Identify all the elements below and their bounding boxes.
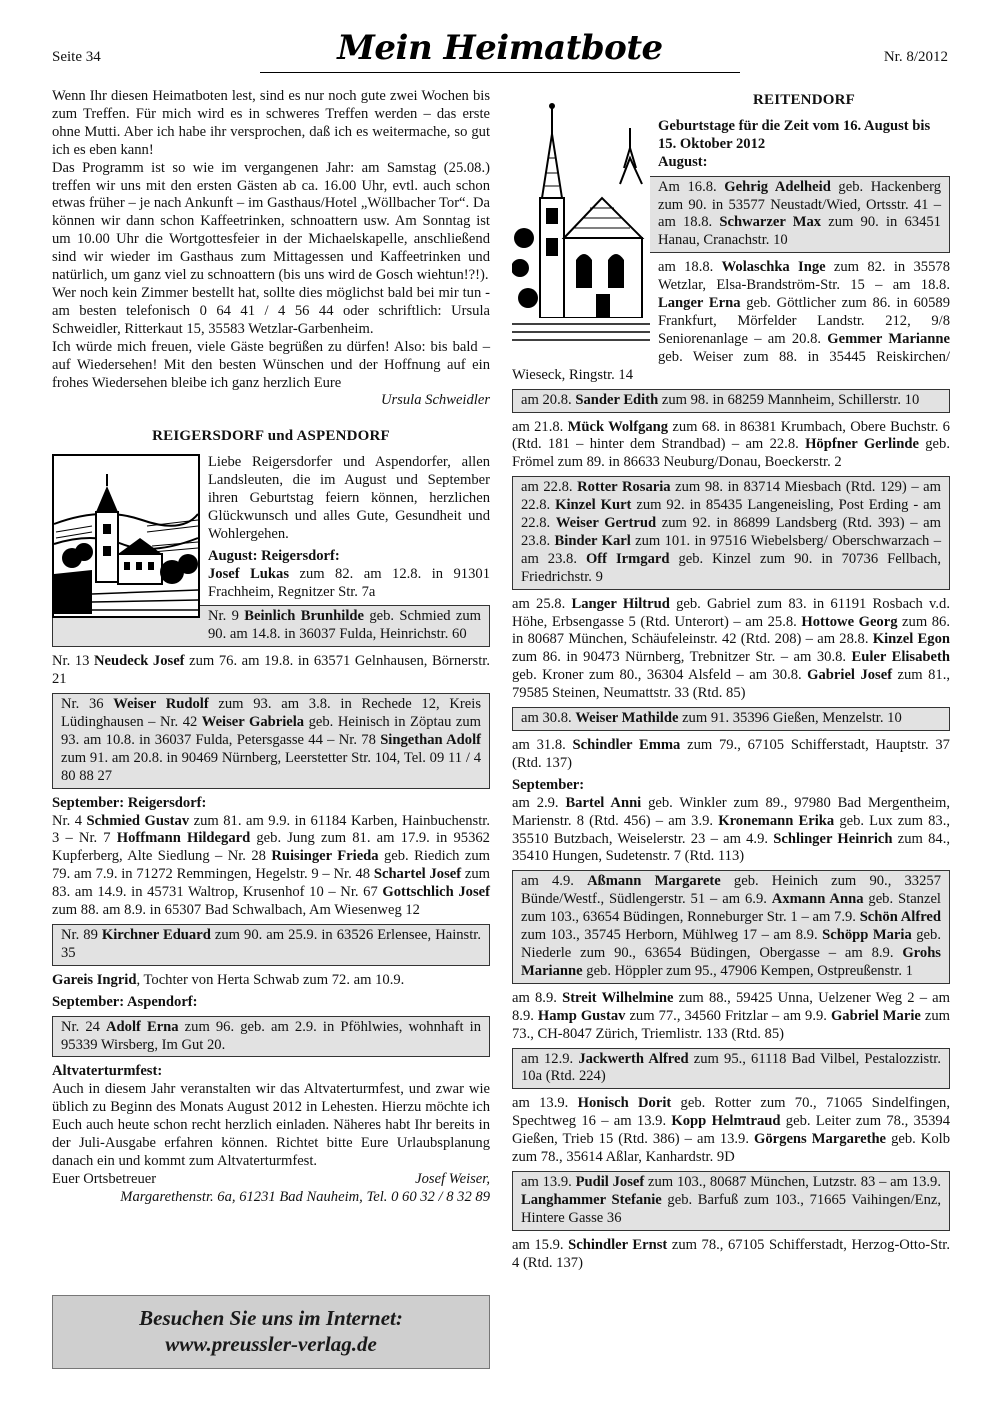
person-name: Mück Wolfgang	[567, 418, 669, 435]
person-name: Euler Elisabeth	[851, 649, 950, 666]
person-name: Aßmann Margarete	[587, 873, 721, 890]
person-name: Ruisinger Frieda	[271, 848, 379, 865]
person-name: Streit Wilhelmine	[562, 989, 674, 1006]
left-column	[52, 88, 490, 1207]
person-name: Schindler Emma	[572, 737, 681, 753]
person-name: Weiser Rudolf	[113, 696, 209, 713]
highlight-box-r2: am 20.8. Sander Edith zum 98. in 68259 Mannheim, Schillerstr. 10	[512, 389, 950, 413]
person-name: Rotter Rosaria	[577, 479, 671, 496]
highlight-box-r5: am 4.9. Aßmann Margarete geb. Heinich zum 90., 33257 Bünde/Westf., Südlengerstr. 51 – am 6.9. Axmann Anna geb. Stanzel zum 103., 63654 Büdingen, Ronneburger Str. 1 – am 7.9. Schön Alfred zum 103., 35745 Herborn, Mühlweg 17 – am 8.9. Schöpp Maria geb. Niederle zum 90., 63654 Büdingen, Obergasse – am 8.9. Grohs Marianne geb. Höppler zum 95., 47906 Kempen, Ostpreußenstr. 1	[512, 870, 950, 983]
person-name: Josef Lukas	[208, 565, 290, 582]
entries-september-3: am 13.9. Honisch Dorit geb. Rotter zum 70., 71065 Sindelfingen, Spechtweg 16 – am 13.9. Kopp Helmtraud geb. Leiter zum 78., 35394 Gießen, Trieb 15 (Rtd. 386) – am 13.9. Görgens Margarethe geb. Kolb zum 78., 35614 Aßlar, Kanhardstr. 9D	[512, 1095, 951, 1166]
person-name: Weiser Gertrud	[555, 515, 657, 532]
person-name: Schwarzer Max	[719, 214, 822, 231]
person-name: Görgens Margarethe	[754, 1131, 887, 1148]
person-name: Grohs Marianne	[521, 944, 941, 979]
entries-august-4: am 31.8. Schindler Emma zum 79., 67105 Schifferstadt, Hauptstr. 37 (Rtd. 137)	[512, 737, 950, 771]
person-name: Pudil Josef	[575, 1173, 645, 1190]
person-name: Kinzel Egon	[872, 631, 950, 648]
person-name: Neudeck Josef	[94, 653, 185, 670]
entries-august-1: am 18.8. Wolaschka Inge zum 82. in 35578 Wetzlar, Elsa-Brandström-Str. 15 – am 18.8. Langer Erna geb. Göttlicher zum 86. in 60589 Frankfurt, Mörfelder Landstr. 212, 9/8 Seniorenanlage – am 20.8. Gemmer Marianne geb. Weiser zum 88. in 35445 Reiskirchen/ Wieseck, Ringstr. 14	[512, 259, 950, 383]
september-reigersdorf-label: September: Reigersdorf:	[52, 794, 207, 811]
person-name: Sander Edith	[575, 391, 659, 408]
letter-paragraph-4: Ich würde mich freuen, viele Gäste begrüßen zu dürfen! Also: bis bald – auf Wiedersehen! Mit den besten Wünschen und der Hoffnung auf ein frohes Wiedersehen bleibe ich ganz herzlich Eure	[52, 338, 490, 391]
website-banner	[52, 1295, 490, 1369]
person-name: Off Irmgard	[585, 550, 670, 567]
ortsbetreuer-line	[52, 1171, 490, 1189]
person-name: Langer Hiltrud	[571, 595, 670, 612]
section-title-reitendorf: REITENDORF	[752, 92, 855, 108]
ortsbetreuer-name: Josef Weiser,	[415, 1170, 490, 1187]
person-name: Schartel Josef	[373, 866, 462, 883]
village-illustration-image	[52, 454, 200, 618]
greeting-paragraph: Liebe Reigersdorfer und Aspendorfer, allen Landsleuten, die im August und September ihren Geburtstag feiern können, herzlichen Glückwunsch und alles Gute, Gesundheit und Wohlergehen.	[208, 454, 490, 542]
person-name: Langer Erna	[658, 295, 741, 312]
highlight-box-r6: am 12.9. Jackwerth Alfred zum 95., 61118 Bad Vilbel, Pestalozzistr. 10a (Rtd. 224)	[512, 1048, 950, 1090]
person-name: Kopp Helmtraud	[671, 1113, 781, 1130]
person-name: Langhammer Stefanie	[521, 1191, 662, 1208]
person-name: Kinzel Kurt	[555, 497, 632, 514]
banner-website-link[interactable]: www.preussler-verlag.de	[165, 1332, 377, 1356]
entries-september-1: am 2.9. Bartel Anni geb. Winkler zum 89., 97980 Bad Mergentheim, Marienstr. 8 (Rtd. 456) – am 3.9. Kronemann Erika geb. Lux zum 83., 35510 Butzbach, Weiselerstr. 23 – am 4.9. Schlinger Heinrich zum 84., 35410 Hungen, Sudetenstr. 7 (Rtd. 113)	[512, 794, 950, 865]
person-name: Gehrig Adelheid	[724, 178, 831, 195]
september-label: September:	[512, 776, 585, 793]
person-name: Wolaschka Inge	[721, 259, 826, 276]
ortsbetreuer-address: Margarethenstr. 6a, 61231 Bad Nauheim, Tel. 0 60 32 / 8 32 89	[120, 1188, 490, 1205]
church-illustration-image	[512, 88, 650, 346]
issue-number: Nr. 8/2012	[883, 49, 948, 65]
highlight-box-r3: am 22.8. Rotter Rosaria zum 98. in 83714 Miesbach (Rtd. 129) – am 22.8. Kinzel Kurt zum 92. in 85435 Langeneisling, Post Erding - am 22.8. Weiser Gertrud zum 92. in 86899 Landsberg (Rtd. 393) – am 23.8. Binder Karl zum 101. in 97516 Wiebelsberg/ Oberschwarzach – am 23.8. Off Irmgard geb. Kinzel zum 90. in 70736 Fellbach, Friedrichstr. 9	[512, 476, 950, 589]
entries-september-reigersdorf: Nr. 4 Schmied Gustav zum 81. am 9.9. in 61184 Karben, Hainbuchenstr. 3 – Nr. 7 Hoffmann Hildegard geb. Jung zum 81. am 17.9. in 95362 Kupferberg, Alte Siedlung – Nr. 28 Ruisinger Frieda geb. Riedich zum 79. am 7.9. in 71272 Remmingen, Hegelstr. 9 – Nr. 48 Schartel Josef zum 83. am 14.9. in 45731 Waltrop, Krusenhof 10 – Nr. 67 Gottschlich Josef zum 88. am 8.9. in 65307 Bad Schwalbach, Am Wiesenweg 12	[52, 812, 490, 919]
person-name: Schön Alfred	[859, 909, 942, 926]
entries-august-2: am 21.8. Mück Wolfgang zum 68. in 86381 Krumbach, Obere Buchstr. 6 (Rtd. 181 – hinter dem Strandbad) – am 22.8. Höpfner Gerlinde geb. Frömel zum 89. in 86633 Neuburg/Donau, Boeckerstr. 2	[512, 418, 950, 471]
person-name: Gareis Ingrid	[52, 971, 137, 988]
person-name: Adolf Erna	[106, 1018, 179, 1035]
highlight-box-r4: am 30.8. Weiser Mathilde zum 91. 35396 Gießen, Menzelstr. 10	[512, 707, 950, 731]
reitendorf-church-illustration	[512, 88, 650, 352]
person-name: Gemmer Marianne	[827, 330, 950, 347]
person-name: Gabriel Josef	[807, 667, 893, 684]
masthead-rule	[260, 72, 740, 73]
person-name: Kronemann Erika	[718, 812, 835, 829]
highlight-box-1: Nr. 9 Beinlich Brunhilde geb. Schmied zum 90. am 14.8. in 36037 Fulda, Heinrichstr. 60	[52, 605, 490, 647]
letter-paragraph-2: Das Programm ist so wie im vergangenen Jahr: am Samstag (25.08.) treffen wir uns mit den ersten Gästen ab ca. 16.00 Uhr, evtl. auch schon etwas früher – je nach Ankunft – im Gasthaus/Hotel „Wöllbacher Tor“. Da können wir dann schon Kaffeetrinken, schnoattern usw. Am Sonntag ist um 10.00 Uhr die Wortgottesfeier in der Michaelskapelle, anschließend sind wir wieder im Gasthaus zum Mittagessen und Kaffeetrinken und natürlich, um ganz viel zu schnoattern (bis uns wird de Gosch wiehtun!?!).	[52, 159, 490, 284]
person-name: Höpfner Gerlinde	[805, 436, 919, 453]
highlight-box-r7: am 13.9. Pudil Josef zum 103., 80687 München, Lutzstr. 83 – am 13.9. Langhammer Stefanie geb. Barfuß zum 103., 71665 Vaihingen/Enz, Hintere Gasse 36	[512, 1171, 950, 1231]
village-church-illustration	[52, 454, 200, 624]
person-name: Binder Karl	[554, 532, 631, 549]
august-reigersdorf-label: August: Reigersdorf:	[208, 547, 340, 564]
person-name: Jackwerth Alfred	[578, 1050, 689, 1067]
person-name: Schmied Gustav	[86, 812, 190, 829]
right-column	[512, 88, 950, 1272]
section-title-reigersdorf: REIGERSDORF und ASPENDORF	[152, 428, 390, 445]
altvaterturmfest-label: Altvaterturmfest:	[52, 1063, 163, 1080]
highlight-box-r1: Am 16.8. Gehrig Adelheid geb. Hackenberg zum 90. in 53577 Neustadt/Wied, Ortsstr. 41 – am 18.8. Schwarzer Max zum 90. in 63451 Hanau, Cranachstr. 10	[512, 176, 950, 254]
entries-august-3: am 25.8. Langer Hiltrud geb. Gabriel zum 83. in 61191 Rosbach v.d. Höhe, Erbsengasse 5 (Rtd. Unterort) – am 25.8. Hottowe Georg zum 86. in 80687 München, Schäufeleinstr. 42 (Rtd. 208) – am 28.8. Kinzel Egon zum 86. in 90473 Nürnberg, Trebnitzer Str. – am 30.8. Euler Elisabeth geb. Kroner zum 80., 36304 Alsfeld – am 30.8. Gabriel Josef zum 81., 79585 Steinen, Neumattstr. 33 (Rtd. 85)	[512, 595, 950, 702]
person-name: Weiser Mathilde	[575, 710, 679, 727]
person-name: Honisch Dorit	[577, 1095, 672, 1112]
masthead-title: Mein Heimatbote	[337, 28, 663, 68]
person-name: Gabriel Marie	[830, 1007, 921, 1024]
banner-line-1: Besuchen Sie uns im Internet:	[139, 1306, 403, 1330]
person-name: Hamp Gustav	[537, 1007, 626, 1024]
letter-signature: Ursula Schweidler	[380, 392, 490, 409]
highlight-box-2: Nr. 36 Weiser Rudolf zum 93. am 3.8. in Rechede 12, Kreis Lüdinghausen – Nr. 42 Weiser Gabriela geb. Heinisch in Zöptau zum 93. am 10.8. in 36037 Fulda, Petersgasse 44 – Nr. 78 Singethan Adolf zum 91. am 20.8. in 90469 Nürnberg, Leerstetter Str. 104, Tel. 09 11 / 4 80 88 27	[52, 693, 490, 789]
highlight-box-3: Nr. 89 Kirchner Eduard zum 90. am 25.9. in 63526 Erlensee, Hainstr. 35	[52, 924, 490, 966]
altvaterturmfest-text: Auch in diesem Jahr veranstalten wir das Altvaterturmfest, und zwar wie üblich zu Beginn des Monats August 2012 in Lehesten. Hierzu möchte ich Euch auch heute schon recht herzlich einladen. Näheres habt Ihr bereits in der Juli-Ausgabe erfahren können. Richtet bitte Eure Urlaubsplanung danach ein und kommt zum Altvaterturmfest.	[52, 1081, 490, 1169]
entries-september-2: am 8.9. Streit Wilhelmine zum 88., 59425 Unna, Uelzener Weg 2 – am 8.9. Hamp Gustav zum 77., 34560 Fritzlar – am 9.9. Gabriel Marie zum 73., CH-8047 Zürich, Triemlistr. 133 (Rtd. 85)	[512, 989, 951, 1042]
entry-gareis: Gareis Ingrid, Tochter von Herta Schwab zum 72. am 10.9.	[52, 971, 405, 988]
person-name: Axmann Anna	[771, 891, 864, 908]
entry-details: zum 82. am 12.8. in 91301 Frachheim, Regnitzer Str. 7a	[208, 565, 490, 600]
letter-paragraph-3: Wer noch kein Zimmer bestellt hat, sollte dies möglichst bald bei mir tun - am besten telefonisch 0 64 41 / 4 56 44 oder schriftlich: Ursula Schweidler, Ritterkaut 15, 35583 Wetzlar-Garbenheim.	[52, 284, 490, 337]
person-name: Singethan Adolf	[380, 731, 481, 748]
september-aspendorf-label: September: Aspendorf:	[52, 993, 198, 1010]
reitendorf-intro: Geburtstage für die Zeit vom 16. August bis 15. Oktober 2012	[658, 117, 931, 152]
highlight-box-4: Nr. 24 Adolf Erna zum 96. geb. am 2.9. in Pföhlwies, wohnhaft in 95339 Wirsberg, Im Gut 20.	[52, 1016, 490, 1058]
person-name: Schöpp Maria	[822, 927, 912, 944]
person-name: Schlinger Heinrich	[773, 830, 893, 847]
person-name: Hottowe Georg	[801, 613, 898, 630]
person-name: Weiser Gabriela	[201, 714, 305, 730]
person-name: Beinlich Brunhilde	[244, 608, 364, 625]
entries-september-4: am 15.9. Schindler Ernst zum 78., 67105 Schifferstadt, Herzog-Otto-Str. 4 (Rtd. 137)	[512, 1236, 950, 1271]
ortsbetreuer-label: Euer Ortsbetreuer	[52, 1170, 157, 1187]
page-number: Seite 34	[52, 49, 101, 65]
person-name: Bartel Anni	[565, 794, 642, 811]
letter-paragraph-1: Wenn Ihr diesen Heimatboten lest, sind es nur noch gute zwei Wochen bis zum Treffen. Für mich wird es in schweres Treffen werden – das erste ohne Mutti. Aber ich habe ihr versprochen, daß ich es weitermache, so gut ich es eben kann!	[52, 88, 490, 158]
entry-neudeck: Nr. 13 Neudeck Josef zum 76. am 19.8. in 63571 Gelnhausen, Börnerstr. 21	[52, 653, 490, 688]
person-name: Schindler Ernst	[568, 1236, 668, 1253]
person-name: Hoffmann Hildegard	[116, 830, 251, 847]
person-name: Gottschlich Josef	[382, 884, 490, 901]
august-label: August:	[658, 153, 708, 170]
person-name: Kirchner Eduard	[101, 926, 211, 943]
